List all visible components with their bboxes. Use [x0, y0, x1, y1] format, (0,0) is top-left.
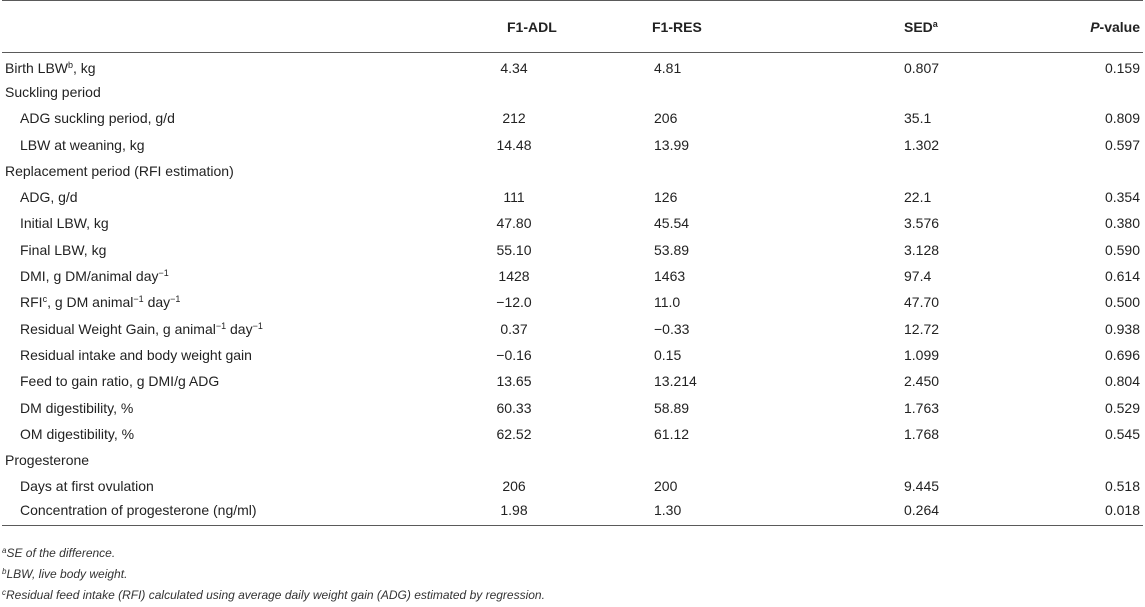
cell-sed: 3.128 [904, 241, 940, 258]
table-section-row [2, 158, 1143, 184]
header-f1-adl: F1-ADL [342, 1, 566, 53]
cell-f1-res: 58.89 [654, 399, 690, 416]
cell-sed: 1.302 [904, 136, 940, 153]
cell-f1-res: 200 [654, 478, 678, 495]
cell-sed: 3.576 [904, 215, 940, 232]
cell-f1-res: 1463 [654, 268, 686, 285]
footnote-mark: a [2, 546, 7, 555]
row-label-tail: day [143, 294, 171, 311]
header-sed-sup: a [932, 18, 938, 29]
cell-f1-adl [342, 79, 566, 105]
cell-f1-res: 1.30 [566, 500, 779, 526]
row-label: ADG suckling period, g/d [20, 110, 175, 127]
row-label [2, 263, 342, 289]
cell-p-value [999, 447, 1143, 473]
cell-p-value: 0.597 [1104, 136, 1140, 153]
cell-p-value: 0.696 [1104, 346, 1140, 363]
cell-sed: 47.70 [904, 294, 940, 311]
cell-sed [779, 79, 999, 105]
cell-sed: 97.4 [904, 268, 932, 285]
row-label [2, 289, 342, 315]
table-row [2, 131, 1143, 157]
cell-f1-res: 13.99 [654, 136, 690, 153]
cell-f1-res [566, 158, 779, 184]
cell-f1-adl: 4.34 [500, 59, 528, 76]
header-p-rest: -value [1099, 18, 1140, 35]
section-label: Replacement period (RFI estimation) [5, 162, 234, 179]
cell-p-value: 0.809 [1104, 110, 1140, 127]
footnote-text: LBW, live body weight. [6, 567, 128, 581]
row-label-sup: −1 [133, 294, 144, 305]
cell-sed: 35.1 [904, 110, 932, 127]
table-row [2, 210, 1143, 236]
table-row [2, 237, 1143, 263]
cell-p-value: 0.159 [1104, 59, 1140, 76]
table-footnotes [2, 543, 1142, 606]
header-label-cell [2, 1, 342, 53]
cell-f1-adl: 111 [503, 189, 525, 206]
cell-sed: 9.445 [904, 478, 940, 495]
cell-p-value: 0.380 [1104, 215, 1140, 232]
table-row [2, 53, 1143, 79]
table-row [2, 394, 1143, 420]
cell-p-value: 0.938 [1104, 320, 1140, 337]
cell-sed: 22.1 [904, 189, 932, 206]
row-label [2, 53, 342, 79]
cell-f1-adl: 1428 [498, 268, 530, 285]
row-label: Feed to gain ratio, g DMI/g ADG [20, 373, 220, 390]
footnote-c [2, 585, 1142, 606]
cell-f1-res: −0.33 [654, 320, 690, 337]
header-sed [779, 1, 999, 53]
cell-p-value: 0.590 [1104, 241, 1140, 258]
table-row [2, 263, 1143, 289]
cell-f1-adl: 47.80 [496, 215, 532, 232]
cell-f1-res [566, 447, 779, 473]
cell-sed: 2.450 [904, 373, 940, 390]
cell-sed: 0.264 [779, 500, 999, 526]
row-label-text: RFI [20, 294, 43, 311]
header-f1-res: F1-RES [566, 1, 779, 53]
cell-p-value: 0.500 [1104, 294, 1140, 311]
cell-f1-res: 61.12 [654, 425, 690, 442]
row-label: Final LBW, kg [20, 241, 107, 258]
table-row [2, 473, 1143, 499]
cell-p-value: 0.545 [1104, 425, 1140, 442]
cell-f1-res: 13.214 [654, 373, 697, 390]
table-row [2, 421, 1143, 447]
row-label-tail: day [226, 320, 253, 337]
table-section-row [2, 79, 1143, 105]
cell-f1-res: 45.54 [654, 215, 690, 232]
table-header-row [2, 1, 1143, 53]
footnote-text: SE of the difference. [6, 546, 116, 560]
table-row [2, 289, 1143, 315]
row-label: ADG, g/d [20, 189, 78, 206]
row-label [2, 315, 342, 341]
cell-f1-res: 4.81 [654, 59, 682, 76]
row-label-sup: −1 [252, 320, 263, 331]
cell-f1-res: 126 [654, 189, 678, 206]
row-label-mid: , g DM animal [47, 294, 134, 311]
cell-sed: 12.72 [904, 320, 940, 337]
cell-f1-adl: −0.16 [496, 346, 532, 363]
cell-f1-adl: 212 [502, 110, 526, 127]
cell-f1-adl [342, 447, 566, 473]
row-label-text: Birth LBW [5, 59, 69, 76]
cell-p-value: 0.018 [999, 500, 1143, 526]
row-label-sup: b [68, 59, 74, 70]
row-label-sup: −1 [170, 294, 181, 305]
cell-p-value: 0.529 [1104, 399, 1140, 416]
cell-p-value [999, 158, 1143, 184]
footnote-text: Residual feed intake (RFI) calculated using average daily weight gain (ADG) estimated by regression. [6, 588, 545, 602]
cell-p-value: 0.614 [1104, 268, 1140, 285]
cell-p-value: 0.804 [1104, 373, 1140, 390]
row-label: OM digestibility, % [20, 425, 135, 442]
row-label-text: Residual Weight Gain, g animal [20, 320, 216, 337]
table-row [2, 500, 1143, 526]
cell-f1-res: 11.0 [654, 294, 681, 311]
header-p-value [999, 1, 1143, 53]
cell-f1-adl: 206 [502, 478, 526, 495]
cell-p-value: 0.518 [1104, 478, 1140, 495]
cell-sed: 1.768 [904, 425, 940, 442]
cell-f1-adl: −12.0 [496, 294, 532, 311]
footnote-b [2, 564, 1142, 585]
row-label: Residual intake and body weight gain [20, 346, 252, 363]
row-label: Initial LBW, kg [20, 215, 109, 232]
header-p-italic: P [1090, 18, 1100, 35]
row-label-sup: −1 [215, 320, 227, 331]
row-label: DM digestibility, % [20, 399, 134, 416]
header-sed-text: SED [904, 18, 933, 35]
cell-p-value [999, 79, 1143, 105]
table-row [2, 342, 1143, 368]
cell-sed [779, 158, 999, 184]
table-row [2, 184, 1143, 210]
section-label: Suckling period [5, 83, 101, 100]
footnote-mark: c [2, 588, 6, 597]
row-label-sup: −1 [158, 268, 169, 279]
table-section-row [2, 447, 1143, 473]
row-label-tail: , kg [73, 59, 96, 76]
cell-f1-res [566, 79, 779, 105]
cell-f1-res: 53.89 [654, 241, 690, 258]
row-label-sup: c [42, 294, 48, 305]
cell-sed: 1.763 [904, 399, 940, 416]
section-label: Progesterone [5, 452, 90, 469]
cell-f1-adl: 0.37 [500, 320, 528, 337]
cell-f1-res: 0.15 [654, 346, 682, 363]
cell-f1-adl [342, 158, 566, 184]
row-label: Concentration of progesterone (ng/ml) [2, 500, 342, 526]
footnote-a [2, 543, 1142, 564]
cell-f1-res: 206 [654, 110, 678, 127]
cell-f1-adl: 14.48 [496, 136, 532, 153]
cell-sed [779, 447, 999, 473]
row-label: Days at first ovulation [20, 478, 154, 495]
cell-sed: 0.807 [904, 59, 940, 76]
cell-f1-adl: 55.10 [496, 241, 532, 258]
cell-f1-adl: 13.65 [496, 373, 532, 390]
footnote-mark: b [2, 567, 7, 576]
table-row [2, 105, 1143, 131]
table-row [2, 315, 1143, 341]
cell-f1-adl: 62.52 [496, 425, 532, 442]
table-row [2, 368, 1143, 394]
row-label-text: DMI, g DM/animal day [20, 268, 159, 285]
row-label: LBW at weaning, kg [20, 136, 145, 153]
cell-p-value: 0.354 [1104, 189, 1140, 206]
results-table [2, 0, 1143, 526]
cell-sed: 1.099 [904, 346, 940, 363]
cell-f1-adl: 1.98 [342, 500, 566, 526]
cell-f1-adl: 60.33 [496, 399, 532, 416]
